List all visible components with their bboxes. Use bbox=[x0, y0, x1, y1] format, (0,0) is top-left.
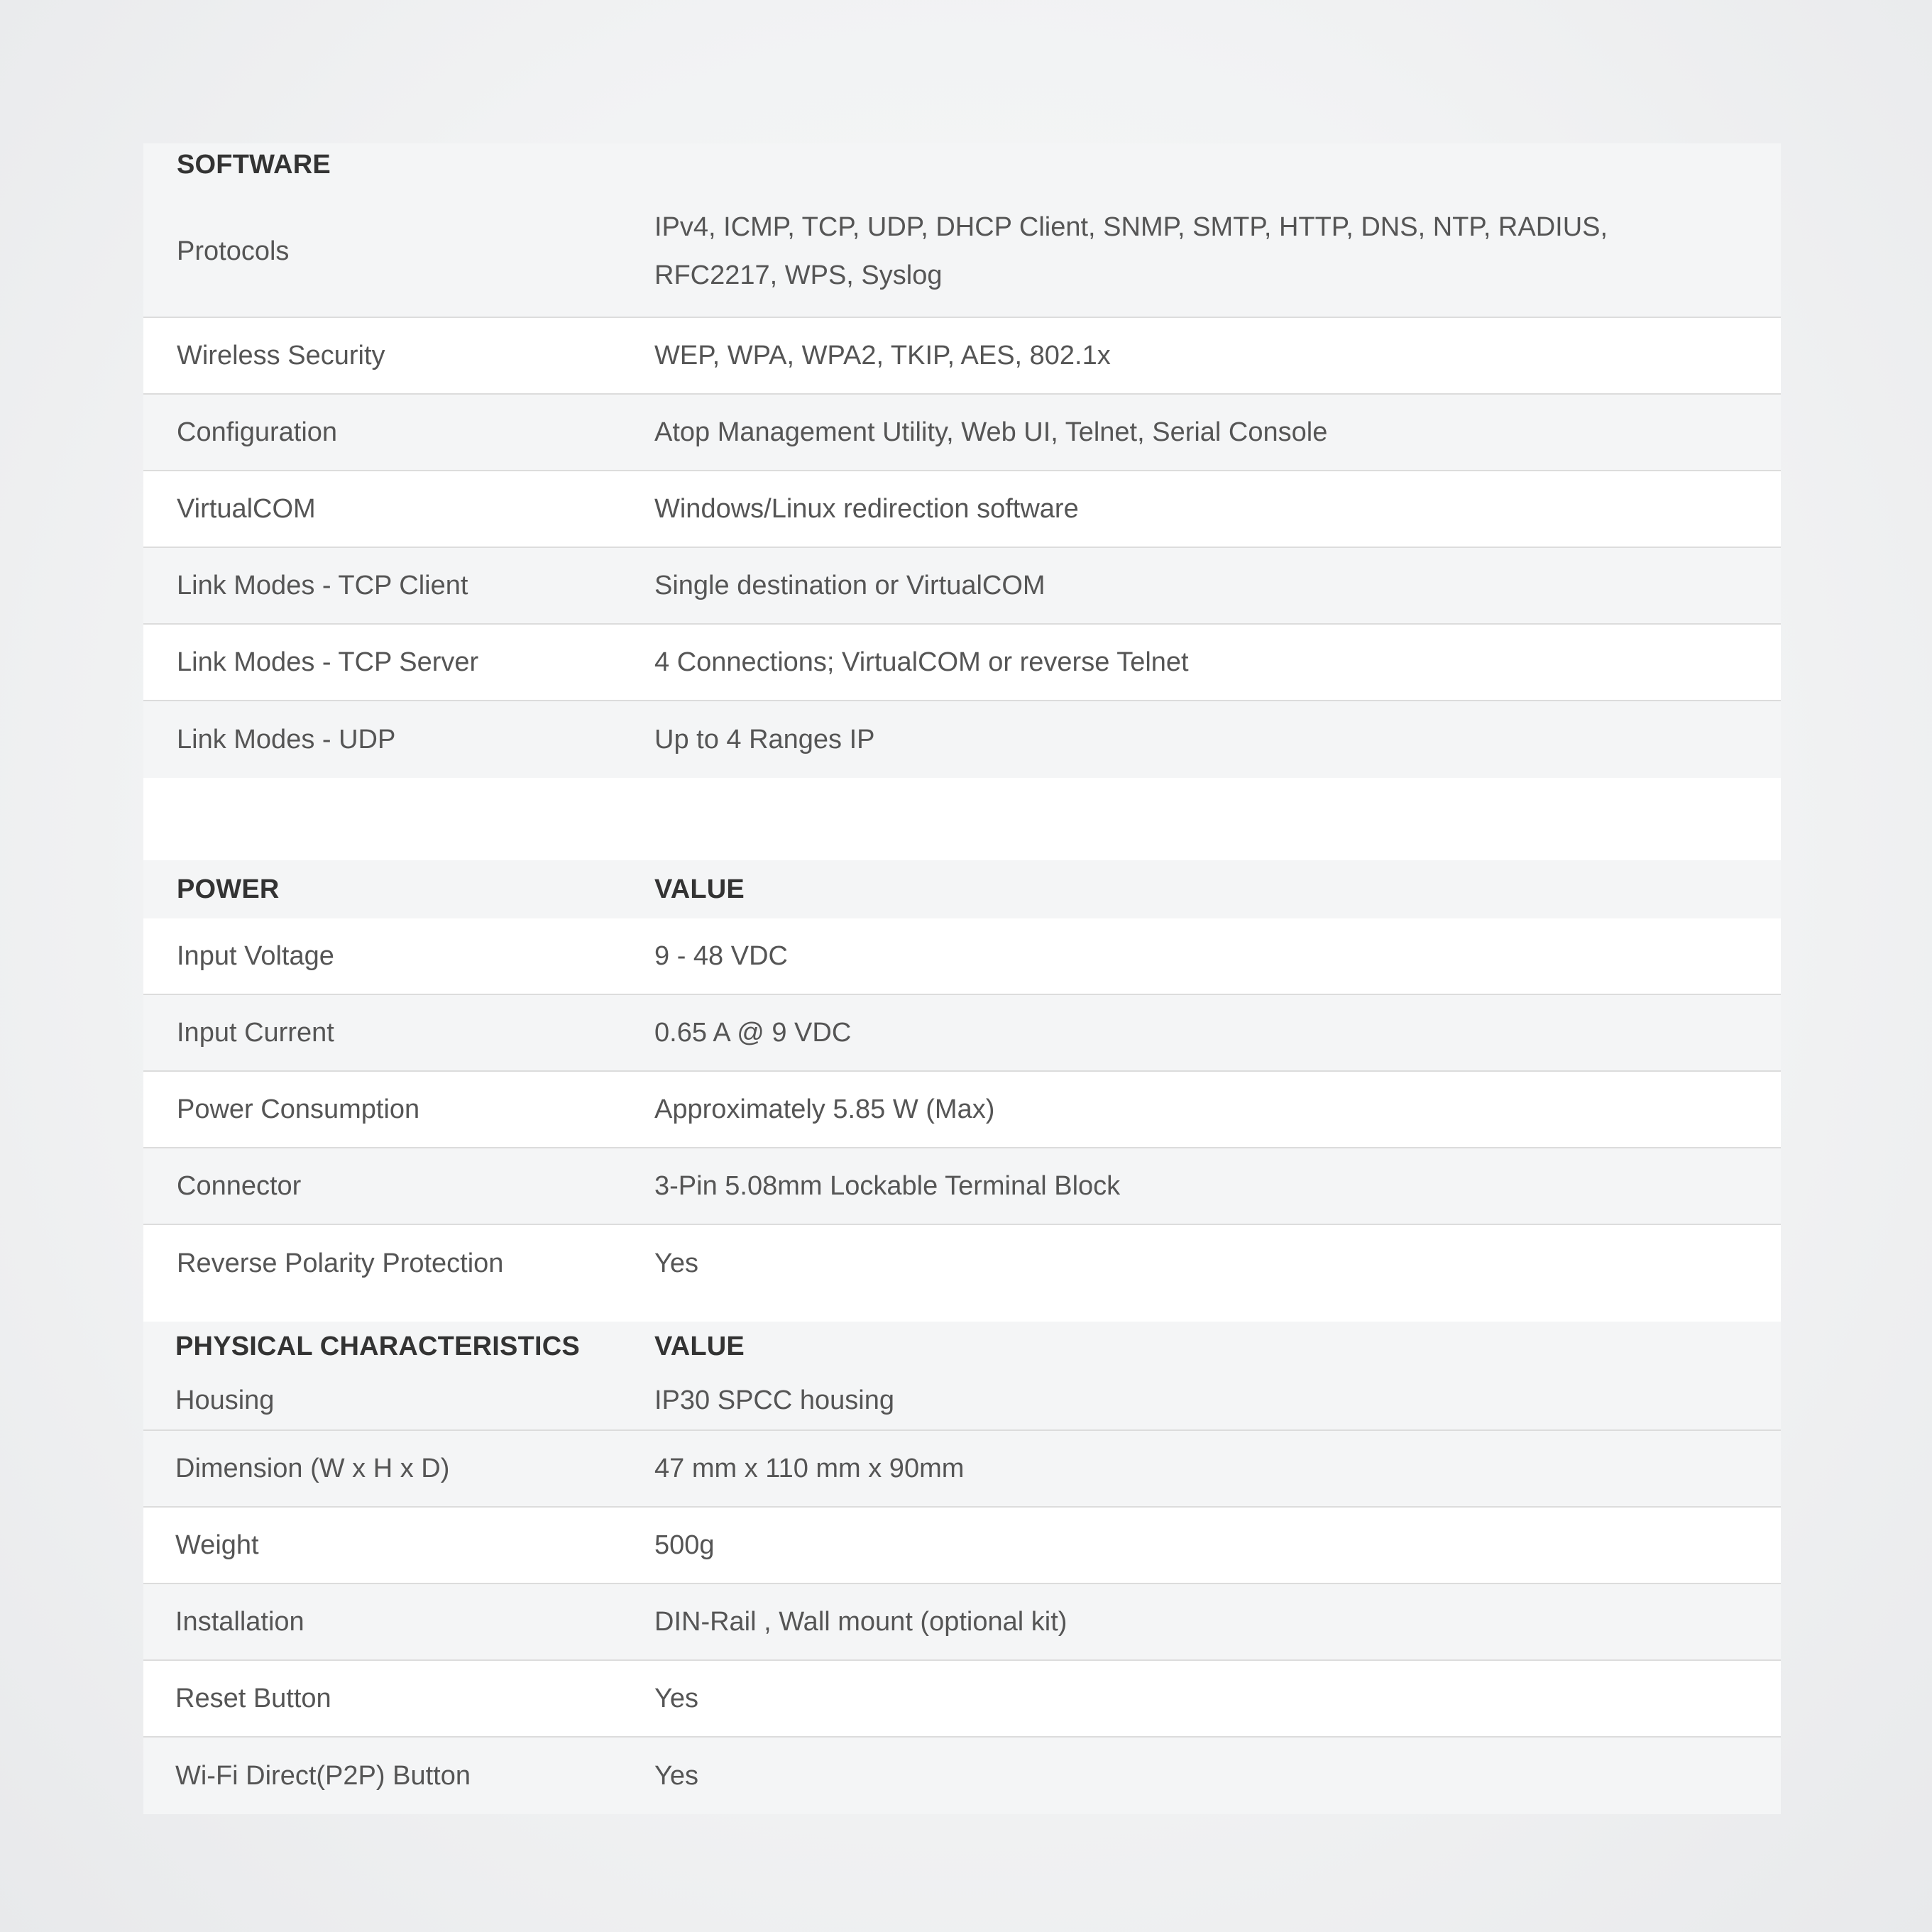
table-row bbox=[143, 318, 1781, 395]
row-value: Windows/Linux redirection software bbox=[654, 494, 1079, 524]
table-row bbox=[143, 1584, 1781, 1661]
row-value: IPv4, ICMP, TCP, UDP, DHCP Client, SNMP, SMTP, HTTP, DNS, NTP, RADIUS, RFC2217, WPS, Syslog bbox=[654, 212, 1608, 290]
row-label: Weight bbox=[175, 1530, 259, 1560]
physical-heading: PHYSICAL CHARACTERISTICS bbox=[175, 1331, 580, 1361]
row-label: Power Consumption bbox=[177, 1094, 420, 1124]
row-label: Link Modes - TCP Server bbox=[177, 647, 479, 677]
row-label: Input Current bbox=[177, 1017, 334, 1048]
section-spacer bbox=[143, 1302, 1781, 1322]
row-value: Atop Management Utility, Web UI, Telnet, Serial Console bbox=[654, 417, 1328, 447]
row-value: Approximately 5.85 W (Max) bbox=[654, 1094, 995, 1124]
row-label: Link Modes - UDP bbox=[177, 724, 396, 754]
row-label: Connector bbox=[177, 1170, 302, 1201]
row-value: 3-Pin 5.08mm Lockable Terminal Block bbox=[654, 1171, 1121, 1201]
table-row bbox=[143, 395, 1781, 471]
table-row bbox=[143, 1508, 1781, 1584]
table-row bbox=[143, 186, 1781, 318]
row-value: IP30 SPCC housing bbox=[654, 1385, 894, 1415]
table-row bbox=[143, 1738, 1781, 1814]
row-value: Up to 4 Ranges IP bbox=[654, 725, 875, 754]
row-label: Reset Button bbox=[175, 1683, 331, 1713]
row-label: Configuration bbox=[177, 417, 338, 447]
row-value: 47 mm x 110 mm x 90mm bbox=[654, 1454, 965, 1483]
row-label: Protocols bbox=[177, 236, 290, 266]
physical-section-header bbox=[143, 1322, 1781, 1371]
software-heading: SOFTWARE bbox=[177, 149, 331, 180]
power-heading: POWER bbox=[177, 874, 280, 904]
row-value: WEP, WPA, WPA2, TKIP, AES, 802.1x bbox=[654, 341, 1111, 371]
table-row bbox=[143, 1371, 1781, 1431]
row-label: Wi-Fi Direct(P2P) Button bbox=[175, 1760, 471, 1791]
table-row bbox=[143, 1148, 1781, 1225]
software-section-header bbox=[143, 143, 1781, 186]
power-value-heading: VALUE bbox=[654, 874, 745, 904]
row-label: VirtualCOM bbox=[177, 493, 316, 524]
row-label: Dimension (W x H x D) bbox=[175, 1453, 450, 1483]
row-value: Single destination or VirtualCOM bbox=[654, 571, 1045, 600]
table-row bbox=[143, 471, 1781, 548]
row-label: Link Modes - TCP Client bbox=[177, 570, 468, 600]
row-value: 500g bbox=[654, 1530, 715, 1560]
power-section-header bbox=[143, 860, 1781, 918]
table-row bbox=[143, 548, 1781, 625]
row-value: 0.65 A @ 9 VDC bbox=[654, 1018, 852, 1048]
row-label: Reverse Polarity Protection bbox=[177, 1248, 504, 1278]
table-row bbox=[143, 1661, 1781, 1738]
table-row bbox=[143, 1072, 1781, 1148]
row-value: Yes bbox=[654, 1761, 698, 1791]
table-row bbox=[143, 1225, 1781, 1302]
spec-sheet bbox=[143, 143, 1781, 1814]
row-label: Installation bbox=[175, 1606, 304, 1637]
row-value: Yes bbox=[654, 1248, 698, 1278]
table-row bbox=[143, 701, 1781, 778]
row-label: Input Voltage bbox=[177, 940, 334, 971]
row-label: Wireless Security bbox=[177, 340, 385, 371]
row-value: DIN-Rail , Wall mount (optional kit) bbox=[654, 1607, 1067, 1637]
row-value: 9 - 48 VDC bbox=[654, 941, 788, 971]
table-row bbox=[143, 1431, 1781, 1508]
section-spacer bbox=[143, 778, 1781, 860]
table-row bbox=[143, 995, 1781, 1072]
table-row bbox=[143, 625, 1781, 701]
row-label: Housing bbox=[175, 1385, 275, 1415]
table-row bbox=[143, 918, 1781, 995]
row-value: Yes bbox=[654, 1684, 698, 1713]
physical-value-heading: VALUE bbox=[654, 1332, 745, 1361]
row-value: 4 Connections; VirtualCOM or reverse Telnet bbox=[654, 647, 1189, 677]
